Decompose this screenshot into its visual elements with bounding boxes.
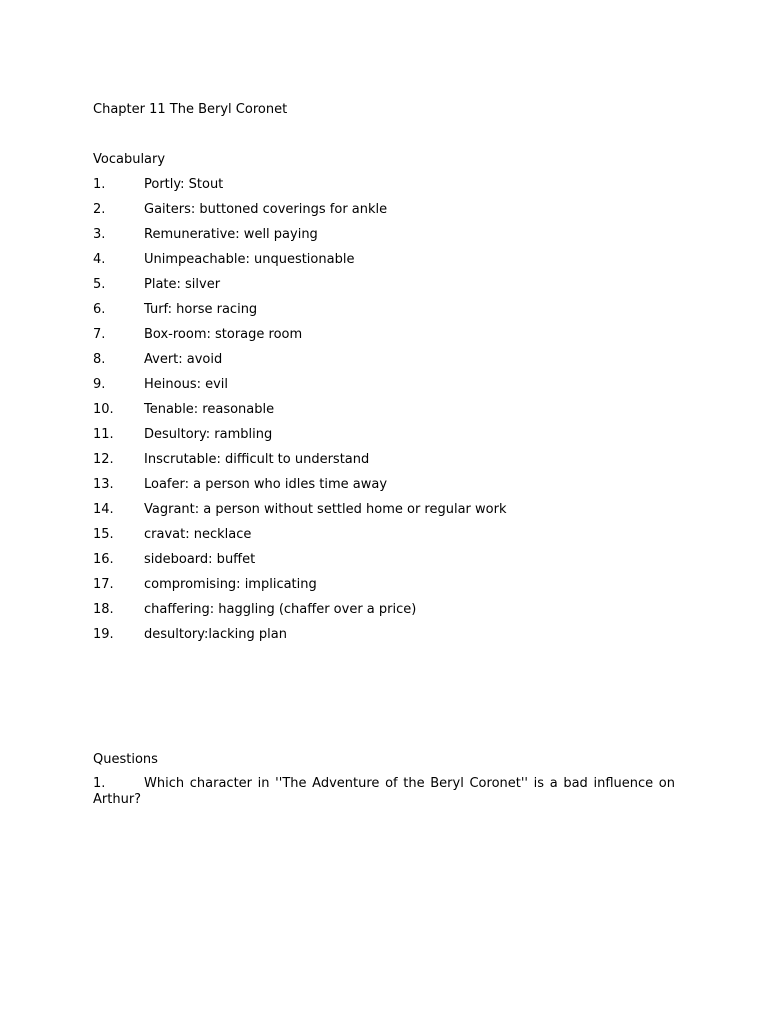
vocabulary-item	[93, 626, 507, 651]
question-text: Which character in ''The Adventure of the Beryl Coronet'' is a bad influence on Arthur?	[93, 776, 675, 807]
item-number: 3.	[93, 227, 106, 242]
vocabulary-item	[93, 276, 507, 301]
vocabulary-item	[93, 601, 507, 626]
vocabulary-item	[93, 576, 507, 601]
vocabulary-item	[93, 201, 507, 226]
item-number: 2.	[93, 202, 106, 217]
item-text: sideboard: buffet	[144, 552, 256, 567]
vocabulary-item	[93, 551, 507, 576]
item-text: Plate: silver	[144, 277, 221, 292]
questions-heading: Questions	[93, 752, 158, 767]
item-text: Unimpeachable: unquestionable	[144, 252, 355, 267]
item-text: chaffering: haggling (chaffer over a price)	[144, 602, 417, 617]
question-number: 1.	[93, 776, 106, 791]
vocabulary-heading: Vocabulary	[93, 152, 166, 167]
vocabulary-item	[93, 476, 507, 501]
item-text: Turf: horse racing	[144, 302, 258, 317]
item-text: Avert: avoid	[144, 352, 223, 367]
item-number: 5.	[93, 277, 106, 292]
item-number: 11.	[93, 427, 114, 442]
item-text: Gaiters: buttoned coverings for ankle	[144, 202, 388, 217]
vocabulary-item	[93, 401, 507, 426]
vocabulary-item	[93, 451, 507, 476]
vocabulary-item	[93, 426, 507, 451]
item-number: 1.	[93, 177, 106, 192]
vocabulary-item	[93, 176, 507, 201]
item-number: 14.	[93, 502, 114, 517]
document-title: Chapter 11 The Beryl Coronet	[93, 102, 288, 117]
item-text: Heinous: evil	[144, 377, 229, 392]
item-number: 13.	[93, 477, 114, 492]
vocabulary-item	[93, 376, 507, 401]
item-number: 17.	[93, 577, 114, 592]
item-number: 16.	[93, 552, 114, 567]
item-number: 4.	[93, 252, 106, 267]
item-text: Remunerative: well paying	[144, 227, 318, 242]
item-number: 15.	[93, 527, 114, 542]
item-text: Inscrutable: difficult to understand	[144, 452, 370, 467]
item-text: Portly: Stout	[144, 177, 224, 192]
item-number: 7.	[93, 327, 106, 342]
item-number: 18.	[93, 602, 114, 617]
item-text: cravat: necklace	[144, 527, 252, 542]
vocabulary-item	[93, 226, 507, 251]
vocabulary-item	[93, 351, 507, 376]
item-text: compromising: implicating	[144, 577, 317, 592]
item-number: 19.	[93, 627, 114, 642]
item-text: Loafer: a person who idles time away	[144, 477, 388, 492]
vocabulary-item	[93, 251, 507, 276]
question-item	[93, 776, 675, 808]
vocabulary-list	[93, 176, 507, 651]
item-number: 6.	[93, 302, 106, 317]
vocabulary-item	[93, 501, 507, 526]
item-text: Vagrant: a person without settled home or regular work	[144, 502, 507, 517]
vocabulary-item	[93, 526, 507, 551]
vocabulary-item	[93, 326, 507, 351]
item-text: Box-room: storage room	[144, 327, 303, 342]
item-text: Tenable: reasonable	[144, 402, 275, 417]
item-number: 12.	[93, 452, 114, 467]
item-number: 8.	[93, 352, 106, 367]
item-number: 9.	[93, 377, 106, 392]
item-text: Desultory: rambling	[144, 427, 273, 442]
item-number: 10.	[93, 402, 114, 417]
item-text: desultory:lacking plan	[144, 627, 287, 642]
vocabulary-item	[93, 301, 507, 326]
